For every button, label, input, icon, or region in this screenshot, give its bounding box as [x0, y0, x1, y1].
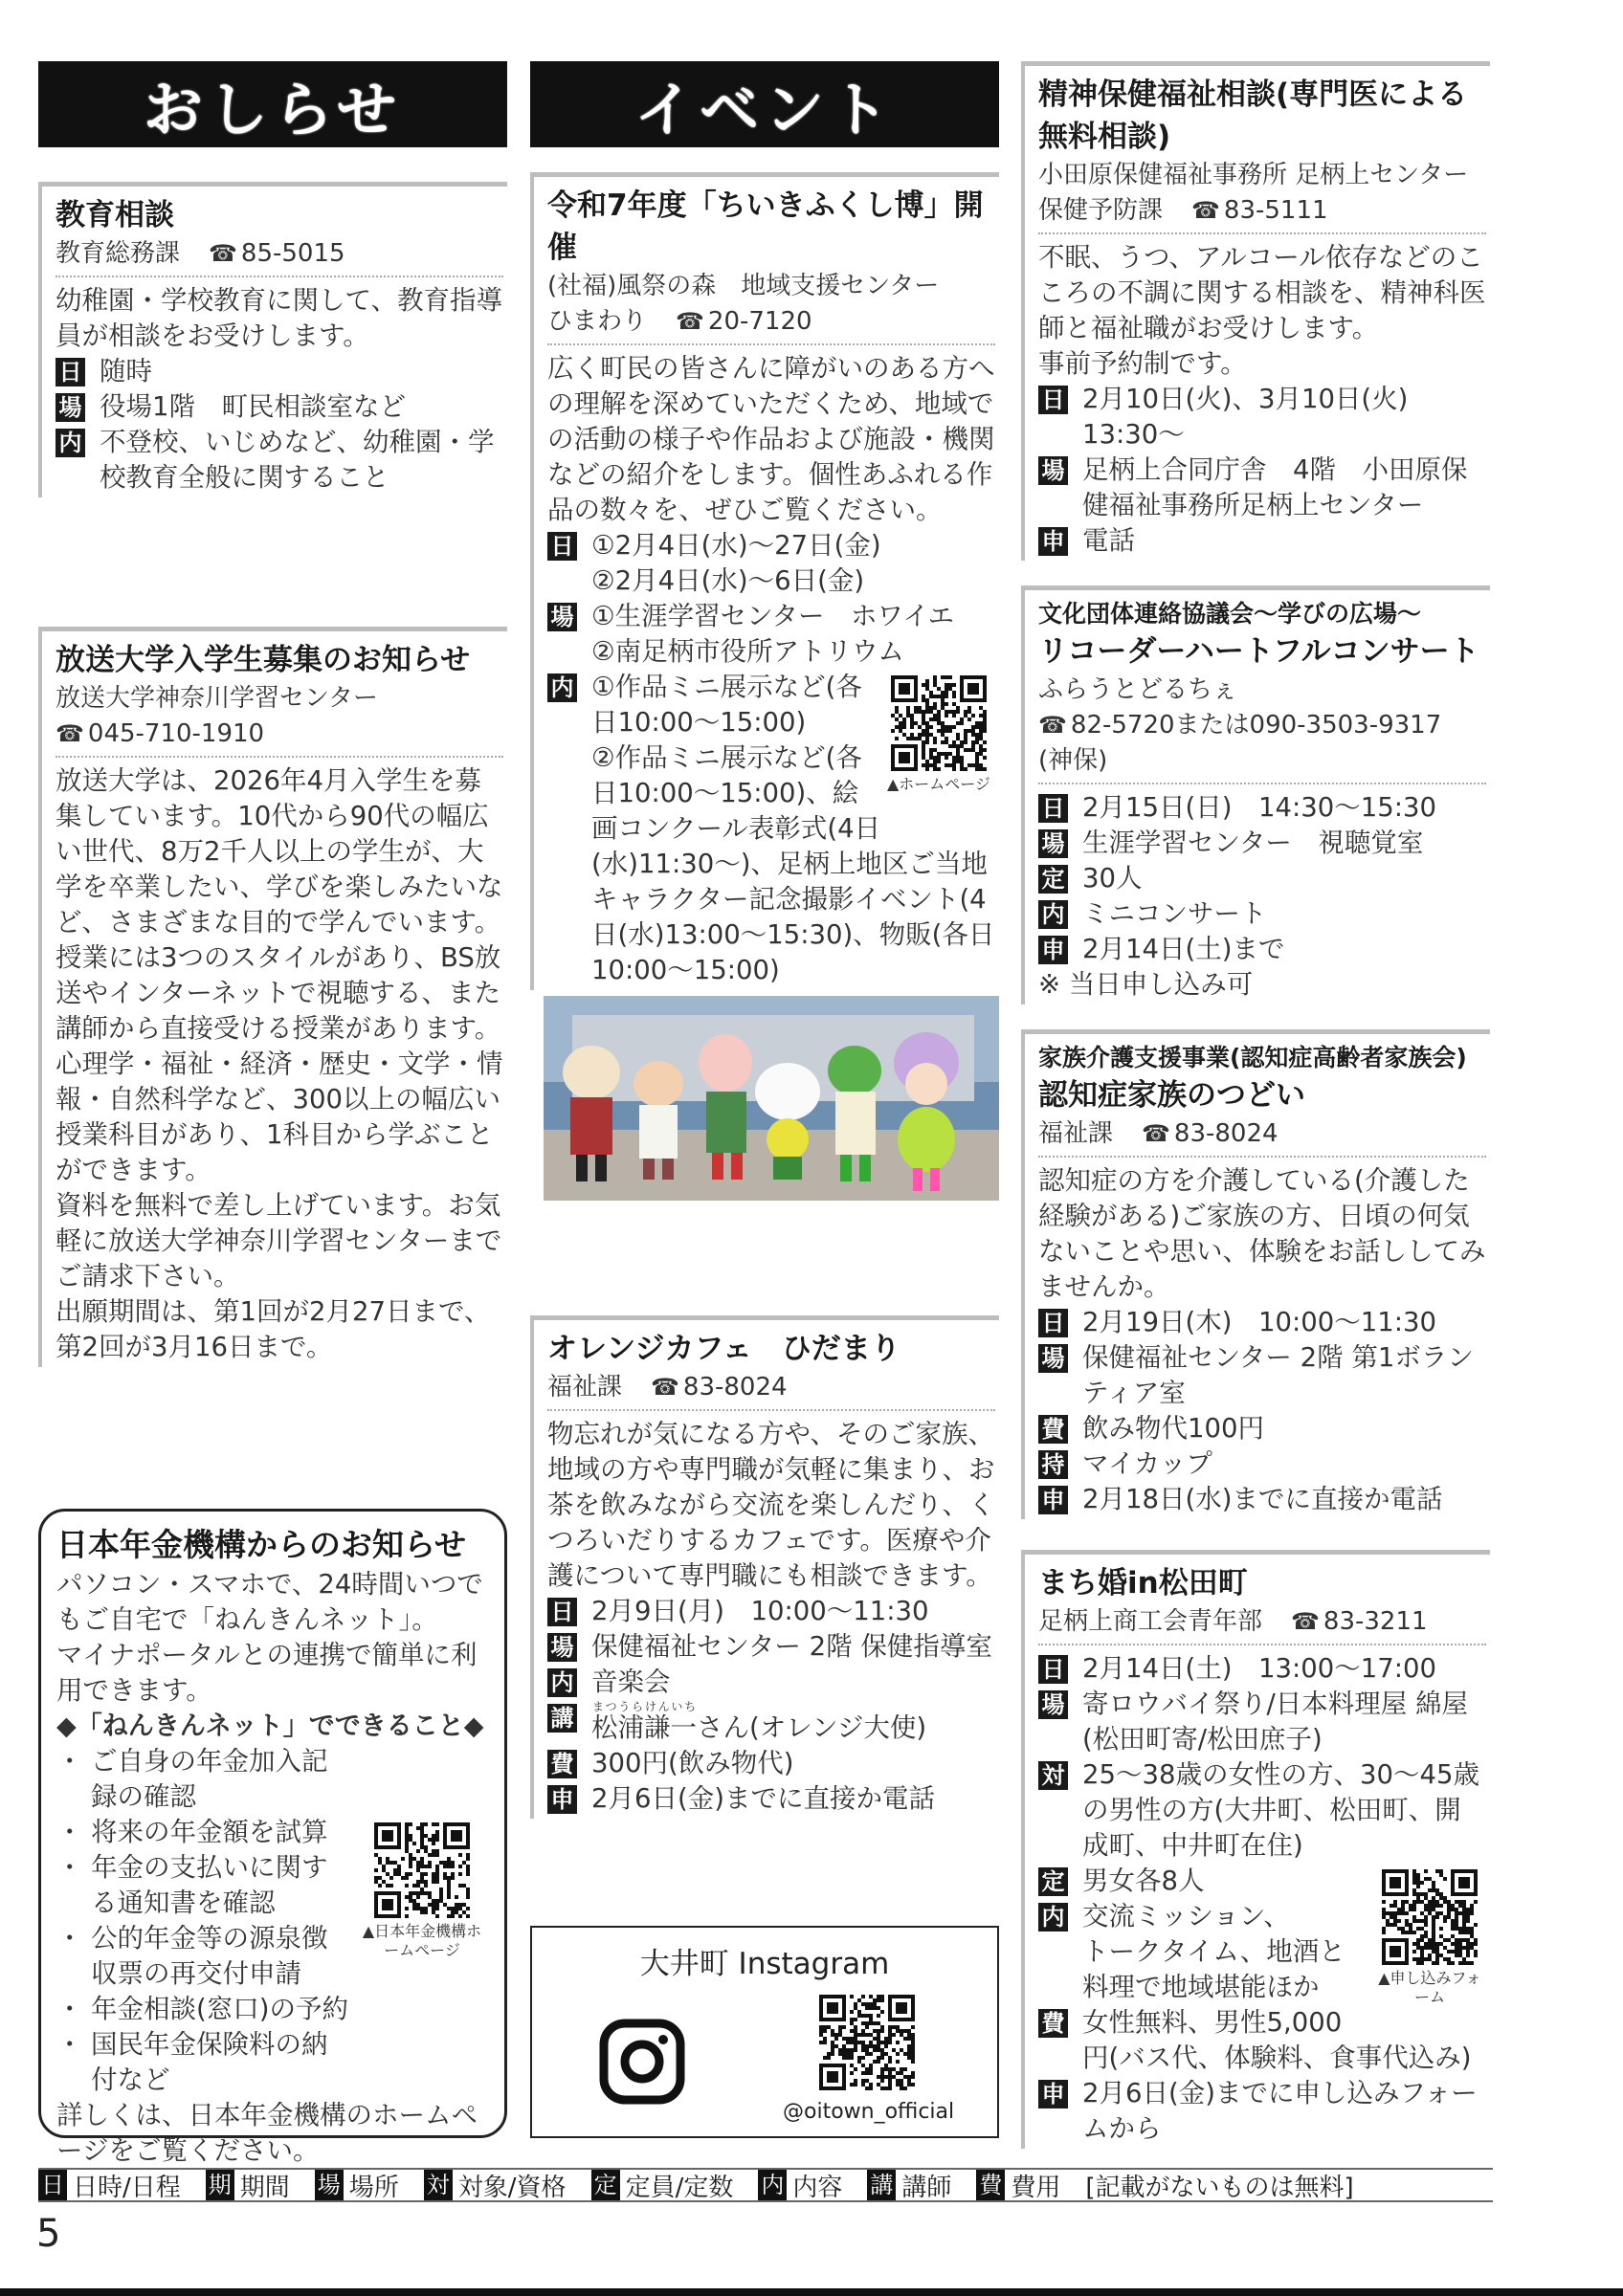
- contact-org: 足柄上商工会青年部: [1038, 1607, 1263, 1636]
- legend-tag-場: 場: [315, 2170, 344, 2200]
- dotted-divider: [1038, 783, 1486, 784]
- contact-org: ひまわり: [547, 307, 648, 336]
- item-text: [100, 354, 503, 389]
- tag-icon-費: 費: [547, 1750, 577, 1778]
- item-line: 保健福祉センター 2階 保健指導室: [591, 1631, 992, 1662]
- item-text: [591, 1629, 995, 1665]
- contact-phone: 83-8024: [1173, 1119, 1278, 1148]
- detail-item: [547, 670, 995, 988]
- section-open-university: [38, 627, 507, 1367]
- detail-item: [56, 425, 503, 496]
- item-line: ②南足柄市役所アトリウム: [591, 636, 904, 667]
- item-text: [1082, 1687, 1486, 1722]
- item-text: [1082, 453, 1486, 523]
- bullet-icon: ・: [56, 1994, 83, 2024]
- section-welfare-expo: [530, 172, 999, 990]
- bullet-text: ご自身の年金加入記録の確認: [91, 1746, 328, 1812]
- dotted-divider: [547, 343, 995, 345]
- icon-legend: [38, 2168, 1493, 2202]
- item-text: [1082, 1970, 1486, 2005]
- item-line: 電話: [1082, 525, 1135, 556]
- item-line: 男女各8人: [1082, 1866, 1205, 1896]
- detail-item: [1038, 861, 1486, 896]
- tag-icon-講: 講: [547, 1704, 577, 1733]
- dotted-divider: [56, 276, 503, 277]
- item-text: [591, 1781, 995, 1817]
- tag-icon-内: 内: [1038, 900, 1068, 929]
- ruby-reading: まつうらけんいち: [591, 1700, 697, 1713]
- tag-icon-費: 費: [1038, 2009, 1068, 2038]
- bullet-text: 国民年金保険料の納付など: [91, 2029, 328, 2095]
- item-line: 30人: [1082, 863, 1143, 894]
- section-subtitle: 文化団体連絡協議会～学びの広場～: [1038, 600, 1422, 628]
- tag-icon-申: 申: [547, 1785, 577, 1814]
- section-title: オレンジカフェ ひだまり: [547, 1332, 900, 1366]
- body-text: 物忘れが気になる方や、そのご家族、地域の方や専門職が気軽に集まり、お茶を飲みながら交流を楽しんだり、くつろいだりするカフェです。医療や介護について専門職にも相談できます。: [547, 1419, 995, 1591]
- bullet-item: [56, 1850, 489, 1921]
- qr-block[interactable]: [882, 675, 995, 794]
- contact-phone: 83-5111: [1223, 196, 1328, 225]
- item-line: 300円(飲み物代): [591, 1748, 794, 1778]
- item-text: [1082, 1757, 1486, 1864]
- item-text: [1082, 1934, 1486, 1970]
- tag-icon-場: 場: [547, 603, 577, 631]
- phone-icon: ☎: [651, 1374, 679, 1401]
- bullet-item: [56, 1992, 489, 2027]
- bullet-item: [56, 1921, 344, 1992]
- detail-item: [547, 599, 995, 670]
- detail-item: [1038, 1687, 1486, 1757]
- contact-org: 保健予防課: [1038, 196, 1164, 225]
- item-line: 2月6日(金)までに申し込みフォームから: [1082, 2078, 1478, 2144]
- contact-line: [1038, 1604, 1486, 1640]
- qr-code[interactable]: [819, 1995, 915, 2090]
- tag-icon-日: 日: [56, 358, 85, 386]
- body-text: 出願期間は、第1回が2月27日まで、第2回が3月16日まで。: [56, 1296, 491, 1362]
- bullet-icon: ・: [56, 1817, 83, 1847]
- item-text: [1082, 1722, 1486, 1757]
- contact-phone: 83-8024: [682, 1373, 788, 1402]
- item-text: [1082, 826, 1486, 861]
- contact-line: [1038, 193, 1486, 229]
- legend-tag-講: 講: [867, 2170, 896, 2200]
- pension-intro: マイナポータルとの連携で簡単に利用できます。: [56, 1640, 478, 1706]
- tag-icon-費: 費: [1038, 1415, 1068, 1444]
- section-subtitle: 家族介護支援事業(認知症高齢者家族会): [1038, 1044, 1467, 1071]
- contact-org: (社福)風祭の森 地域支援センター: [547, 272, 940, 300]
- detail-item: [1038, 1899, 1486, 2005]
- speaker-name: [591, 1700, 697, 1743]
- phone-icon: ☎: [56, 720, 84, 747]
- contact-org: 福祉課: [547, 1373, 623, 1402]
- qr-caption: ▲日本年金機構ホームページ: [362, 1922, 482, 1959]
- tag-icon-日: 日: [547, 1598, 577, 1626]
- body-text: 授業には3つのスタイルがあり、BS放送やインターネットで視聴する、また講師から直接受ける授業があります。: [56, 942, 501, 1044]
- item-line: 2月15日(日) 14:30～15:30: [1082, 792, 1436, 823]
- tag-icon-日: 日: [1038, 794, 1068, 823]
- pension-footer: 詳しくは、日本年金機構のホームページをご覧ください。: [56, 2100, 478, 2166]
- item-line: 飲み物代100円: [1082, 1413, 1264, 1444]
- tag-icon-場: 場: [1038, 829, 1068, 858]
- tag-icon-場: 場: [1038, 1690, 1068, 1719]
- mascot-characters-photo: [544, 996, 999, 1201]
- contact-line: [56, 717, 503, 752]
- item-line: ②2月4日(水)～6日(金): [591, 565, 865, 596]
- bullet-text: 年金の支払いに関する通知書を確認: [91, 1852, 328, 1918]
- dotted-divider: [1038, 232, 1486, 234]
- item-line: 不登校、いじめなど、幼稚園・学校教育全般に関すること: [100, 427, 495, 493]
- phone-icon: ☎: [1038, 712, 1067, 739]
- item-line: ②作品ミニ展示など(各日10:00～15:00)、絵画コンクール表彰式(4日(水)11:30～)、足柄上地区ご当地キャラクター記念撮影イベント(4日(水)13:00～15:30)、物販(各日10:00～15:00): [591, 742, 995, 985]
- pension-title: 日本年金機構からのお知らせ: [56, 1526, 467, 1563]
- item-text: [591, 1700, 995, 1746]
- contact-org: (神保): [1038, 746, 1108, 775]
- contact-phone: 83-3211: [1323, 1607, 1428, 1636]
- legend-label: 定員/定数: [625, 2173, 734, 2202]
- item-text: [591, 1594, 995, 1629]
- pension-heading: ◆「ねんきんネット」でできること◆: [56, 1711, 484, 1741]
- header-oshirase: おしらせ: [38, 61, 507, 147]
- phone-icon: ☎: [1191, 197, 1220, 224]
- detail-item: [1038, 790, 1486, 826]
- legend-tag-日: 日: [38, 2170, 67, 2200]
- note-text: ※ 当日申し込み可: [1038, 969, 1254, 1000]
- item-text: [1082, 2076, 1486, 2147]
- qr-caption: ▲申し込みフォーム: [1378, 1969, 1481, 2006]
- item-line: 2月14日(土)まで: [1082, 934, 1285, 964]
- body-text: 心理学・福祉・経済・歴史・文学・情報・自然科学など、300以上の幅広い授業科目があり、1科目から学ぶことができます。: [56, 1049, 503, 1185]
- header-event: イベント: [530, 61, 999, 147]
- section-machikon: [1021, 1550, 1490, 2149]
- item-text: [1082, 1411, 1486, 1446]
- bullet-item: [56, 1744, 489, 1815]
- tag-icon-日: 日: [1038, 1655, 1068, 1684]
- item-text: [1082, 382, 1486, 417]
- detail-item: [1038, 453, 1486, 523]
- body-text: 不眠、うつ、アルコール依存などのこころの不調に関する相談を、精神科医師と福祉職がお受けします。: [1038, 242, 1486, 343]
- item-line: さん(オレンジ大使): [697, 1712, 927, 1743]
- item-line: 役場1階 町民相談室など: [100, 391, 406, 422]
- item-line: 2月18日(水)までに直接か電話: [1082, 1484, 1443, 1514]
- tag-icon-申: 申: [1038, 527, 1068, 556]
- item-text: [1082, 790, 1486, 826]
- tag-icon-持: 持: [1038, 1450, 1068, 1479]
- detail-item: [1038, 2005, 1486, 2076]
- contact-line: [547, 304, 995, 340]
- contact-phone: 82-5720または090-3503-9317: [1070, 711, 1442, 740]
- bullet-icon: ・: [56, 2029, 83, 2060]
- item-line: 料理で地域堪能ほか: [1082, 1972, 1320, 2002]
- item-line: 交流ミッション、: [1082, 1901, 1290, 1932]
- item-line: ミニコンサート: [1082, 898, 1267, 929]
- body-text: 資料を無料で差し上げています。お気軽に放送大学神奈川学習センターまでご請求下さい。: [56, 1190, 502, 1292]
- item-text: [1082, 1340, 1486, 1411]
- section-title: 放送大学入学生募集のお知らせ: [56, 643, 471, 677]
- phone-icon: ☎: [1291, 1608, 1320, 1635]
- detail-item: [1038, 1446, 1486, 1482]
- detail-item: [1038, 1340, 1486, 1411]
- item-text: [591, 599, 995, 634]
- item-text: [1082, 417, 1486, 453]
- legend-label: 費用: [1011, 2173, 1061, 2202]
- item-text: [1082, 1305, 1486, 1340]
- legend-tag-対: 対: [424, 2170, 453, 2200]
- detail-item: [1038, 896, 1486, 932]
- page-number: 5: [36, 2212, 61, 2256]
- section-orange-cafe: [530, 1315, 999, 1819]
- tag-icon-日: 日: [1038, 386, 1068, 414]
- tag-icon-定: 定: [1038, 865, 1068, 894]
- detail-item: [1038, 1757, 1486, 1864]
- item-text: [1082, 1651, 1486, 1687]
- phone-icon: ☎: [1142, 1120, 1170, 1147]
- tag-icon-内: 内: [1038, 1903, 1068, 1932]
- body-text: 放送大学は、2026年4月入学生を募集しています。10代から90代の幅広い世代、8万2千人以上の学生が、大学を卒業したい、学びを楽しみたいなど、さまざまな目的で学んでいます。: [56, 765, 503, 938]
- contact-line: [1038, 158, 1486, 193]
- legend-label: 講師: [901, 2173, 952, 2202]
- section-title: 教育相談: [56, 198, 174, 232]
- legend-tag-定: 定: [591, 2170, 620, 2200]
- instagram-box: [530, 1926, 999, 2138]
- pension-notice-box: [38, 1509, 507, 2166]
- dotted-divider: [56, 756, 503, 758]
- legend-note: [記載がないものは無料]: [1085, 2173, 1354, 2202]
- detail-item: [1038, 1411, 1486, 1446]
- tag-icon-場: 場: [1038, 456, 1068, 485]
- phone-icon: ☎: [209, 240, 237, 267]
- bullet-text: 年金相談(窓口)の予約: [91, 1994, 348, 2024]
- contact-phone: 045-710-1910: [87, 719, 265, 748]
- item-line: マイカップ: [1082, 1448, 1212, 1479]
- detail-item: [1038, 523, 1486, 559]
- detail-item: [547, 528, 995, 599]
- tag-icon-内: 内: [56, 429, 85, 457]
- bullet-item: [56, 1815, 489, 1850]
- item-line: 2月19日(木) 10:00～11:30: [1082, 1307, 1436, 1337]
- item-text: [591, 1665, 995, 1700]
- phone-icon: ☎: [676, 308, 704, 335]
- item-text: [1082, 1446, 1486, 1482]
- item-text: [1082, 932, 1486, 967]
- legend-tag-内: 内: [758, 2170, 787, 2200]
- body-text: 広く町民の皆さんに障がいのある方への理解を深めていただくため、地域での活動の様子や作品および施設・機関などの紹介をします。個性あふれる作品の数々を、ぜひご覧ください。: [547, 353, 995, 525]
- item-line: 随時: [100, 356, 152, 386]
- detail-item: [547, 1746, 995, 1781]
- detail-item: [56, 354, 503, 389]
- bullet-icon: ・: [56, 1923, 83, 1954]
- section-title: まち婚in松田町: [1038, 1566, 1248, 1601]
- bottom-bar: [0, 2288, 1623, 2296]
- item-line: 生涯学習センター 視聴覚室: [1082, 828, 1424, 858]
- bullet-text: 公的年金等の源泉徴収票の再交付申請: [91, 1923, 328, 1989]
- contact-line: [1038, 708, 1486, 743]
- body-text: 認知症の方を介護している(介護した経験がある)ご家族の方、日頃の何気ないことや思い、体験をお話ししてみませんか。: [1038, 1165, 1486, 1302]
- section-title: 精神保健福祉相談(専門医による無料相談): [1038, 77, 1468, 154]
- detail-item: [1038, 1305, 1486, 1340]
- contact-org: 福祉課: [1038, 1119, 1114, 1148]
- dotted-divider: [547, 1409, 995, 1411]
- section-mental-health: [1021, 61, 1490, 561]
- qr-code[interactable]: [891, 675, 987, 771]
- dotted-divider: [1038, 1644, 1486, 1645]
- detail-item: [547, 1594, 995, 1629]
- detail-item: [1038, 932, 1486, 967]
- legend-label: 日時/日程: [73, 2173, 181, 2202]
- item-text: [1082, 1482, 1486, 1517]
- bullet-text: 将来の年金額を試算: [91, 1817, 328, 1847]
- detail-item: [1038, 2076, 1486, 2147]
- instagram-handle[interactable]: @oitown_official: [783, 2100, 955, 2124]
- tag-icon-対: 対: [1038, 1761, 1068, 1790]
- contact-org: 教育総務課: [56, 239, 181, 268]
- contact-phone: 85-5015: [240, 239, 345, 268]
- item-line: トークタイム、地酒と: [1082, 1936, 1345, 1967]
- tag-icon-申: 申: [1038, 1486, 1068, 1514]
- item-line: 2月14日(土) 13:00～17:00: [1082, 1653, 1436, 1684]
- item-text: [1082, 1899, 1486, 1934]
- item-line: 寄ロウバイ祭り/日本料理屋 綿屋: [1082, 1689, 1469, 1719]
- item-text: [1082, 2005, 1486, 2076]
- tag-icon-場: 場: [1038, 1344, 1068, 1373]
- contact-org: 小田原保健福祉事務所 足柄上センター: [1038, 161, 1469, 189]
- detail-item: [1038, 1651, 1486, 1687]
- item-text: [100, 389, 503, 425]
- bullet-icon: ・: [56, 1746, 83, 1777]
- contact-line: [547, 1370, 995, 1405]
- item-line: ①作品ミニ展示など(各日10:00～15:00): [591, 672, 862, 738]
- legend-label: 期間: [239, 2173, 290, 2202]
- bullet-icon: ・: [56, 1852, 83, 1883]
- section-title: 令和7年度「ちいきふくし博」開催: [547, 188, 984, 265]
- item-line: 保健福祉センター 2階 第1ボランティア室: [1082, 1342, 1474, 1408]
- tag-icon-申: 申: [1038, 2080, 1068, 2108]
- item-line: 足柄上合同庁舎 4階 小田原保健福祉事務所足柄上センター: [1082, 454, 1468, 520]
- tag-icon-内: 内: [547, 673, 577, 702]
- item-line: ①2月4日(水)～27日(金): [591, 530, 881, 561]
- detail-item: [547, 1629, 995, 1665]
- item-line: 2月10日(火)、3月10日(火): [1082, 384, 1409, 414]
- tag-icon-場: 場: [56, 393, 85, 422]
- body-text: 幼稚園・学校教育に関して、教育指導員が相談をお受けします。: [56, 285, 502, 351]
- contact-line: [1038, 743, 1486, 779]
- item-text: [1082, 896, 1486, 932]
- detail-item: [1038, 826, 1486, 861]
- tag-icon-日: 日: [547, 532, 577, 561]
- item-line: (松田町寄/松田庶子): [1082, 1724, 1323, 1755]
- contact-line: [56, 236, 503, 272]
- detail-item: [547, 1665, 995, 1700]
- item-line: 13:30～: [1082, 419, 1185, 450]
- instagram-icon[interactable]: [599, 2019, 685, 2105]
- section-dementia-family: [1021, 1029, 1490, 1519]
- item-text: [1082, 523, 1486, 559]
- pension-intro: パソコン・スマホで、24時間いつでもご自宅で「ねんきんネット」。: [56, 1569, 483, 1635]
- item-text: [591, 634, 995, 670]
- contact-line: [547, 269, 995, 304]
- detail-item: [1038, 382, 1486, 453]
- contact-line: [1038, 673, 1486, 708]
- body-text: 事前予約制です。: [1038, 348, 1247, 379]
- instagram-title: 大井町 Instagram: [639, 1947, 890, 1981]
- contact-phone: 20-7120: [707, 307, 812, 336]
- legend-tag-費: 費: [976, 2170, 1005, 2200]
- detail-item: [547, 1700, 995, 1746]
- item-text: [591, 528, 995, 563]
- detail-item: [56, 389, 503, 425]
- contact-line: [1038, 1116, 1486, 1152]
- tag-icon-日: 日: [1038, 1309, 1068, 1337]
- ruby-base: 松浦謙一: [591, 1712, 697, 1743]
- section-education-consultation: [38, 182, 507, 497]
- item-line: 音楽会: [591, 1667, 671, 1697]
- tag-icon-場: 場: [547, 1633, 577, 1662]
- contact-org: 放送大学神奈川学習センター: [56, 684, 378, 713]
- detail-item: [1038, 1482, 1486, 1517]
- legend-label: 場所: [348, 2173, 399, 2202]
- tag-icon-内: 内: [547, 1668, 577, 1697]
- legend-label: 対象/資格: [457, 2173, 567, 2202]
- section-title: リコーダーハートフルコンサート: [1038, 634, 1479, 669]
- item-line: 25～38歳の女性の方、30～45歳の男性の方(大井町、松田町、開成町、中井町在住): [1082, 1759, 1479, 1861]
- contact-org: ふらうとどるちぇ: [1038, 675, 1238, 704]
- section-recorder-concert: [1021, 585, 1490, 1004]
- item-line: 女性無料、男性5,000円(バス代、体験料、食事代込み): [1082, 2007, 1472, 2073]
- item-text: [591, 1746, 995, 1781]
- item-line: 2月6日(金)までに直接か電話: [591, 1783, 935, 1814]
- dotted-divider: [1038, 1156, 1486, 1158]
- tag-icon-定: 定: [1038, 1867, 1068, 1896]
- legend-tag-期: 期: [206, 2170, 234, 2200]
- tag-icon-申: 申: [1038, 936, 1068, 964]
- item-line: 2月9日(月) 10:00～11:30: [591, 1596, 929, 1626]
- detail-item: [547, 1781, 995, 1817]
- item-text: [591, 563, 995, 599]
- qr-caption: ▲ホームページ: [887, 775, 990, 793]
- section-title: 認知症家族のつどい: [1038, 1078, 1305, 1113]
- legend-label: 内容: [792, 2173, 843, 2202]
- item-line: ①生涯学習センター ホワイエ: [591, 601, 955, 631]
- item-text: [1082, 861, 1486, 896]
- contact-line: [56, 681, 503, 717]
- item-text: [100, 425, 503, 496]
- bullet-item: [56, 2027, 344, 2098]
